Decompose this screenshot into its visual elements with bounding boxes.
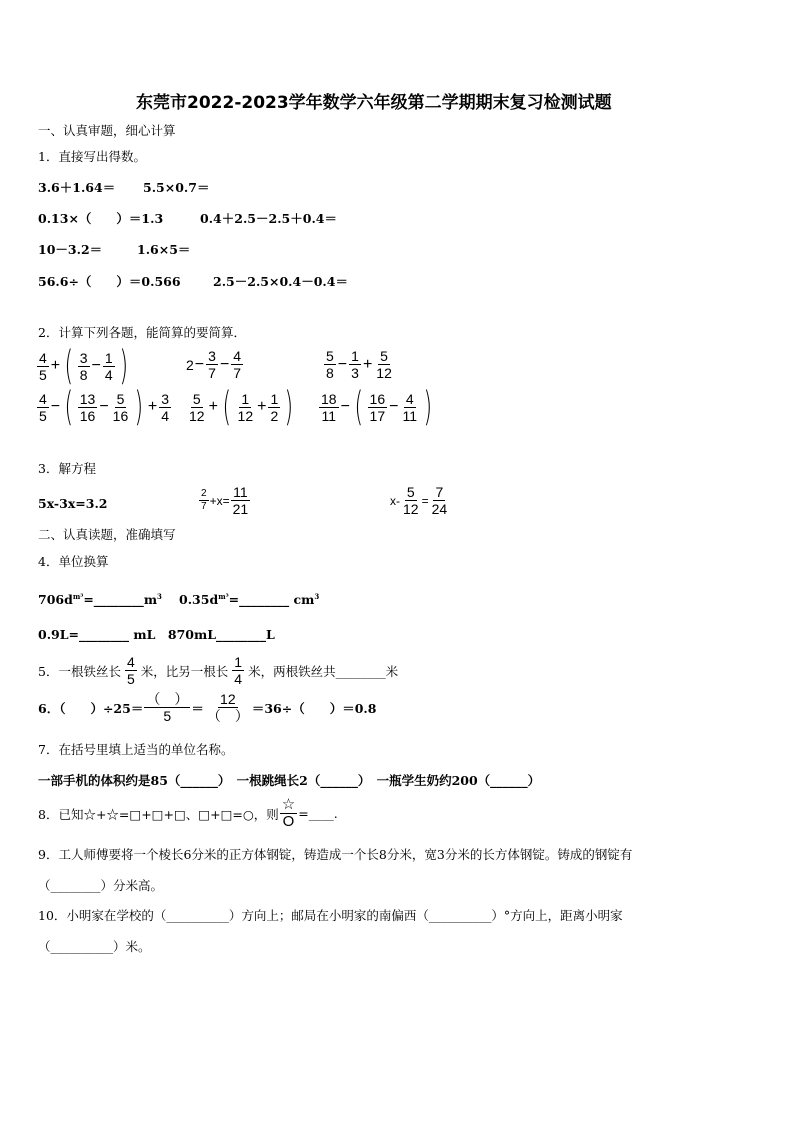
fraction: $\frac{5}{12}$ xyxy=(403,484,419,517)
expression-4: $\frac{4}{5}$ − ( $\frac{13}{16}$ − $\frac{5}{16}$ ) + $\frac{3}{4}$ xyxy=(39,384,169,430)
question-4-heading: 4．单位换算 xyxy=(38,554,109,569)
fraction: $\frac{1}{2}$ xyxy=(270,390,279,424)
expression-6: $\frac{18}{11}$ − ( $\frac{16}{17}$ − $\frac{4}{11}$ ) xyxy=(321,384,433,430)
question-9-line-1: 9．工人师傅要将一个棱长6分米的正方体钢锭，铸造成一个长8分米，宽3分米的长方体钢锭。铸成的钢锭有 xyxy=(38,847,633,862)
calc-3b: 1.6×5＝ xyxy=(137,242,191,257)
question-9-line-2: （________）分米高。 xyxy=(38,878,164,893)
fraction: $\frac{2}{7}$ xyxy=(201,488,207,512)
unit-conversion-3: 0.9L=________ mL 870mL________L xyxy=(38,627,275,642)
fraction: $\frac{18}{11}$ xyxy=(321,390,337,424)
fraction: $\frac{5}{16}$ xyxy=(112,390,129,424)
fraction: $\frac{4}{7}$ xyxy=(233,348,242,381)
calc-3a: 10－3.2＝ xyxy=(38,242,103,257)
fraction: $\frac{☆}{O}$ xyxy=(281,796,296,830)
fraction: $\frac{4}{5}$ xyxy=(39,390,47,424)
expression-5: $\frac{5}{12}$ + ( $\frac{1}{12}$ + $\frac{1}{2}$ ) xyxy=(189,384,294,430)
fraction: $\frac{11}{21}$ xyxy=(232,484,249,517)
question-8: 8．已知☆+☆=□+□+□、□+□=○，则 $\frac{☆}{O}$ =____. xyxy=(38,796,338,830)
equation-1: 5x-3x=3.2 xyxy=(38,496,108,511)
fraction: $\frac{1}{4}$ xyxy=(104,349,113,383)
fraction: $\frac{1}{4}$ xyxy=(234,654,243,687)
question-3-heading: 3．解方程 xyxy=(38,461,96,476)
equation-2: $\frac{2}{7}$ +x= $\frac{11}{21}$ xyxy=(201,484,249,517)
fraction: $\frac{1}{3}$ xyxy=(351,348,359,381)
fraction: $\frac{5}{8}$ xyxy=(326,348,334,381)
fraction: $\frac{5}{12}$ xyxy=(189,390,205,424)
unit-conversion-1: $706d^{m^3}=\_\_\_\_\_\_\_\_m^3$ xyxy=(38,592,162,608)
question-1-heading: 1．直接写出得数。 xyxy=(38,149,146,164)
question-7-heading: 7．在括号里填上适当的单位名称。 xyxy=(38,742,234,757)
equation-3: x- $\frac{5}{12}$ = $\frac{7}{24}$ xyxy=(390,484,448,517)
fraction: $\frac{3}{7}$ xyxy=(208,348,216,381)
fraction: $\frac{7}{24}$ xyxy=(431,484,448,517)
fraction: $\frac{4}{5}$ xyxy=(126,654,135,687)
question-10-line-1: 10．小明家在学校的（__________）方向上；邮局在小明家的南偏西（__________）°方向上，距离小明家 xyxy=(38,908,623,923)
question-6: 6．（ ）÷25＝ $\frac{( )}{5}$ ＝ $\frac{12}{( )}$ ＝36÷（ ）＝0.8 xyxy=(38,691,377,724)
calc-4a: 56.6÷（ ）＝0.566 xyxy=(38,274,181,289)
unit-conversion-2: $0.35d^{m^3}=\_\_\_\_\_\_\_\_$ $cm^3$ xyxy=(179,592,320,608)
expression-1: $\frac{4}{5}$ + ( $\frac{3}{8}$ − $\frac{1}{4}$ ) xyxy=(39,343,128,389)
section-heading-1: 一、认真审题，细心计算 xyxy=(38,123,176,138)
calc-1a: 3.6＋1.64＝ xyxy=(38,180,116,195)
question-7-line: 一部手机的体积约是85（______） 一根跳绳长2（______） 一瓶学生奶约200（______） xyxy=(38,773,541,788)
question-10-line-2: （__________）米。 xyxy=(38,939,151,954)
section-heading-2: 二、认真读题，准确填写 xyxy=(38,527,176,542)
expression-3: $\frac{5}{8}$ − $\frac{1}{3}$ + $\frac{5}{12}$ xyxy=(326,348,392,381)
fraction: $\frac{12}{( )}$ xyxy=(206,691,249,724)
fraction: $\frac{13}{16}$ xyxy=(79,390,96,424)
fraction: $\frac{( )}{5}$ xyxy=(146,691,189,724)
calc-2b: 0.4＋2.5－2.5＋0.4＝ xyxy=(200,211,337,226)
page-title: 东莞市2022-2023学年数学六年级第二学期期末复习检测试题 xyxy=(136,93,612,113)
expression-2: 2 − $\frac{3}{7}$ − $\frac{4}{7}$ xyxy=(186,348,242,381)
calc-1b: 5.5×0.7＝ xyxy=(143,180,210,195)
calc-2a: 0.13×（ ）＝1.3 xyxy=(38,211,164,226)
fraction: $\frac{5}{12}$ xyxy=(376,348,392,381)
fraction: $\frac{16}{17}$ xyxy=(369,390,386,424)
question-5: 5．一根铁丝长 $\frac{4}{5}$ 米，比另一根长 $\frac{1}{4}$ 米，两根铁丝共________米 xyxy=(38,654,399,687)
fraction: $\frac{4}{11}$ xyxy=(402,390,417,424)
fraction: $\frac{3}{4}$ xyxy=(161,390,169,424)
calc-4b: 2.5－2.5×0.4－0.4＝ xyxy=(213,274,348,289)
fraction: $\frac{4}{5}$ xyxy=(39,349,47,383)
fraction: $\frac{1}{12}$ xyxy=(237,390,254,424)
fraction: $\frac{3}{8}$ xyxy=(79,349,88,383)
question-2-heading: 2．计算下列各题，能简算的要简算． xyxy=(38,325,246,340)
